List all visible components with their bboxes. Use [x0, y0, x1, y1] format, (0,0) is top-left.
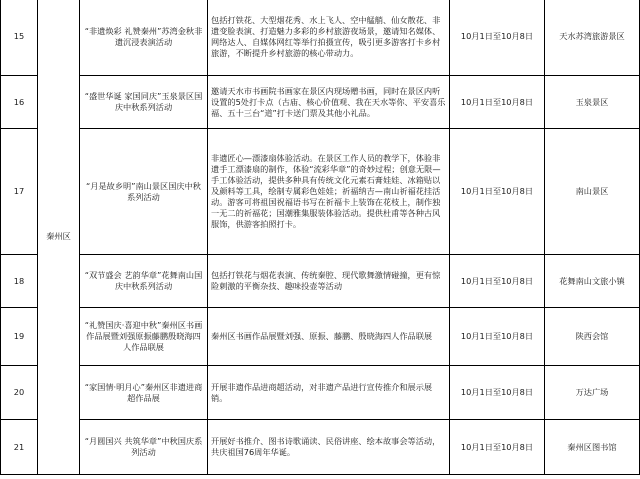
row-number: 21 — [1, 420, 38, 475]
row-number: 15 — [1, 0, 38, 76]
event-venue: 秦州区图书馆 — [545, 420, 640, 475]
event-name: “月是故乡明”南山景区国庆中秋系列活动 — [80, 129, 208, 255]
event-name: “双节盛会 艺韵华章”花舞南山国庆中秋系列活动 — [80, 255, 208, 308]
event-name: “盛世华诞 家国同庆”玉泉景区国庆中秋系列活动 — [80, 76, 208, 129]
event-venue: 天水苏湾旅游景区 — [545, 0, 640, 76]
table-row — [1, 0, 640, 76]
table-row — [1, 255, 640, 308]
event-venue: 万达广场 — [545, 366, 640, 420]
event-date: 10月1日至10月8日 — [450, 366, 545, 420]
event-date: 10月1日至10月8日 — [450, 129, 545, 255]
district-cell: 秦州区 — [38, 0, 80, 475]
event-description: 秦州区书画作品展暨刘强、原振、藤鹏、殷晓海四人作品联展 — [208, 308, 450, 366]
table-row — [1, 308, 640, 366]
event-name: “礼赞国庆·喜迎中秋”秦州区书画作品展暨刘强原振藤鹏殷晓海四人作品联展 — [80, 308, 208, 366]
row-number: 16 — [1, 76, 38, 129]
event-venue: 玉泉景区 — [545, 76, 640, 129]
event-name: “月圆国兴 共筑华章”中秋国庆系列活动 — [80, 420, 208, 475]
table-row — [1, 76, 640, 129]
event-date: 10月1日至10月8日 — [450, 76, 545, 129]
event-description: 开展非遗作品进商超活动，对非遗产品进行宣传推介和展示展销。 — [208, 366, 450, 420]
event-venue: 南山景区 — [545, 129, 640, 255]
event-venue: 花舞南山文旅小镇 — [545, 255, 640, 308]
event-description: 包括打铁花、大型烟花秀、水上飞人、空中艋艄、仙女散花、非遗变脸表演、打造魅力多彩的乡村旅游夜场景，邀请知名媒体、网络达人、自媒体网红等举行拍摄宣传，吸引更多游客打卡乡村旅游，不断提升乡村旅游的核心带动力。 — [208, 0, 450, 76]
event-date: 10月1日至10月8日 — [450, 0, 545, 76]
row-number: 17 — [1, 129, 38, 255]
event-description: 包括打铁花与烟花表演、传统秦腔、现代歌舞激情碰撞，更有惊险刺激的平衡杂技、趣味投壶等活动 — [208, 255, 450, 308]
event-name: “非遗焕彩 礼赞秦州”苏湾金秋非遗沉浸表演活动 — [80, 0, 208, 76]
table-row — [1, 366, 640, 420]
event-venue: 陕西会馆 — [545, 308, 640, 366]
table-row — [1, 420, 640, 475]
event-date: 10月1日至10月8日 — [450, 308, 545, 366]
event-date: 10月1日至10月8日 — [450, 420, 545, 475]
event-description: 邀请天水市书画院书画家在景区内现场赠书画，同时在景区内听设置的5处打卡点（古庙、核心价值观、我在天水等你、平安喜乐福、五十三台“道”打卡送门票及其他小礼品。 — [208, 76, 450, 129]
event-name: “家国情·明月心”秦州区非遗进商超作品展 — [80, 366, 208, 420]
table-row — [1, 129, 640, 255]
event-date: 10月1日至10月8日 — [450, 255, 545, 308]
row-number: 20 — [1, 366, 38, 420]
row-number: 19 — [1, 308, 38, 366]
event-description: 开展好书推介、图书诗歌诵读、民俗讲座、绘本故事会等活动，共庆祖国76周年华诞。 — [208, 420, 450, 475]
row-number: 18 — [1, 255, 38, 308]
event-description: 非遗匠心—漂漆扇体验活动。在景区工作人员的教学下，体验非遗手工漂漆扇的制作，体验“流彩华章”的奇妙过程；创意无限—手工体验活动，提供多种具有传统文化元素石膏娃娃、冰箱贴以及颜料等工具，绘制专属彩色娃娃；祈福纳吉—南山祈福花挂活动。游客可将祖国祝福语书写在祈福卡上装饰在花枝上，制作独一无二的祈福花；国潮雅集服装体验活动。提供杜甫等各种古风服饰，供游客拍照打卡。 — [208, 129, 450, 255]
